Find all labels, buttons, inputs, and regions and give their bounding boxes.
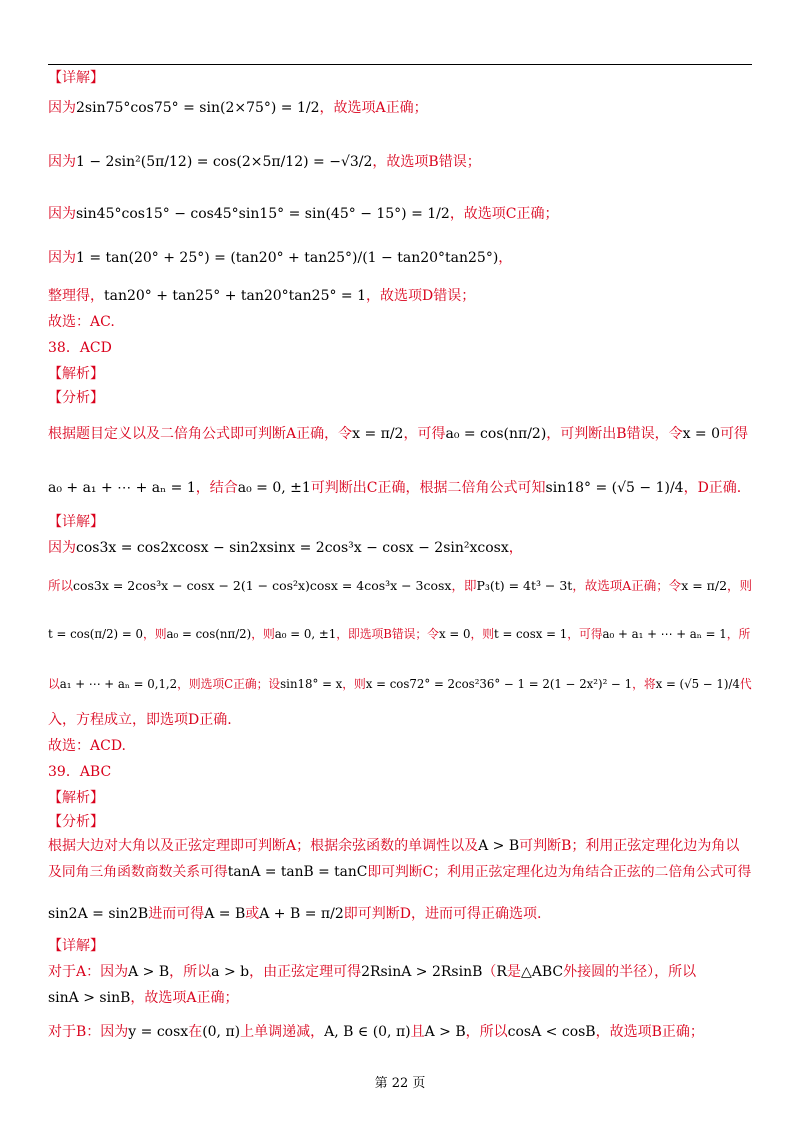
math-expression: x = 0 <box>438 627 471 641</box>
text-segment: ，则 <box>251 627 275 641</box>
text-segment: ，故选项D错误； <box>366 288 476 304</box>
text-line <box>48 674 752 694</box>
text-segment: 根据题目定义以及二倍角公式即可判断A正确，令 <box>48 426 353 442</box>
text-segment: 即可判断D，进而可得正确选项. <box>343 906 542 922</box>
math-expression: x = π/2 <box>681 578 728 593</box>
math-expression: tan20° + tan25° + tan20°tan25° = 1 <box>104 288 367 304</box>
text-segment: ，可得 <box>567 627 603 641</box>
text-segment: 在 <box>188 1024 203 1040</box>
math-expression: P₃(t) = 4t³ − 3t <box>476 578 573 593</box>
text-line <box>48 576 752 596</box>
text-segment: 39．ABC <box>48 764 112 780</box>
text-segment: 外接圆的半径），所以 <box>563 964 697 980</box>
math-expression: A, B ∈ (0, π) <box>324 1024 411 1040</box>
text-line <box>48 812 104 832</box>
text-segment: ，可判断出B错误，令 <box>546 426 683 442</box>
math-expression: a₀ + a₁ + ⋯ + aₙ = 1 <box>602 627 727 641</box>
text-segment: 以 <box>48 677 60 691</box>
text-line <box>48 904 541 924</box>
text-line <box>48 624 750 644</box>
math-expression: A > B <box>128 964 170 980</box>
text-line <box>48 364 104 384</box>
math-expression: x = cos72° = 2cos²36° − 1 = 2(1 − 2x²)² − 1 <box>365 677 633 691</box>
text-line <box>48 988 239 1008</box>
text-segment: ，所以 <box>169 964 212 980</box>
text-segment: 或 <box>245 906 260 922</box>
math-expression: x = (√5 − 1)/4 <box>655 677 740 691</box>
math-expression: a₀ + a₁ + ⋯ + aₙ = 1 <box>48 480 196 496</box>
text-segment: （ <box>482 964 497 980</box>
text-segment: 【解析】 <box>48 790 104 806</box>
math-expression: cosA < cosB <box>507 1024 596 1040</box>
math-expression: cos3x = cos2xcosx − sin2xsinx = 2cos³x − cosx − 2sin²xcosx <box>76 540 509 556</box>
math-expression: (0, π) <box>202 1024 241 1040</box>
text-segment: 可判断出C正确，根据二倍角公式可知 <box>310 480 546 496</box>
text-line <box>48 936 104 956</box>
text-segment: ，可得 <box>403 426 446 442</box>
text-line <box>48 788 104 808</box>
text-segment: 即可判断C；利用正弦定理化边为角结合正弦的二倍角公式可得 <box>367 864 752 880</box>
math-expression: sin2A = sin2B <box>48 906 149 922</box>
math-expression: y = cosx <box>128 1024 189 1040</box>
text-segment: 入，方程成立，即选项D正确. <box>48 712 232 728</box>
text-segment: 所以 <box>48 578 73 593</box>
math-expression: a₀ = cos(nπ/2) <box>166 627 252 641</box>
text-segment: 【分析】 <box>48 814 104 830</box>
text-segment: 根据大边对大角以及正弦定理即可判断A；根据余弦函数的单调性以及 <box>48 838 479 854</box>
text-segment: 可判断B；利用正弦定理化边为角以 <box>519 838 740 854</box>
text-segment: ，故选项A正确；令 <box>572 578 682 593</box>
text-segment: ，所 <box>726 627 751 641</box>
math-expression: R <box>496 964 507 980</box>
text-segment: 因为 <box>48 206 76 222</box>
text-segment: ，即 <box>451 578 477 593</box>
text-line <box>48 424 748 444</box>
text-segment: ，则 <box>470 627 494 641</box>
math-expression: a₀ = 0, ±1 <box>274 627 337 641</box>
math-expression: t = cos(π/2) = 0 <box>48 627 143 641</box>
page-number: 第 22 页 <box>374 1076 426 1091</box>
math-expression: a₀ = 0, ±1 <box>237 480 311 496</box>
text-segment: 是 <box>506 964 521 980</box>
text-line <box>48 1022 704 1042</box>
text-segment: 【解析】 <box>48 366 104 382</box>
text-line <box>48 710 232 730</box>
text-segment: ， <box>508 540 523 556</box>
text-line <box>48 862 751 882</box>
text-line <box>48 388 104 408</box>
text-line <box>48 68 104 88</box>
text-segment: 可得 <box>720 426 749 442</box>
text-line <box>48 204 559 224</box>
math-expression: tanA = tanB = tanC <box>227 864 368 880</box>
text-segment: ，故选项A正确； <box>319 100 428 116</box>
text-segment: 及同角三角函数商数关系可得 <box>48 864 228 880</box>
text-segment: 因为 <box>48 100 76 116</box>
text-segment: 故选：ACD. <box>48 738 126 754</box>
text-segment: ，所以 <box>465 1024 508 1040</box>
text-segment: ，将 <box>632 677 656 691</box>
text-segment: 代 <box>739 677 752 691</box>
math-expression: sin18° = x <box>280 677 343 691</box>
math-expression: A > B <box>424 1024 466 1040</box>
math-expression: cos3x = 2cos³x − cosx − 2(1 − cos²x)cosx = 4cos³x − 3cosx <box>72 578 452 593</box>
text-segment: 对于B：因为 <box>48 1024 129 1040</box>
math-expression: A + B = π/2 <box>259 906 344 922</box>
math-expression: 2RsinA > 2RsinB <box>361 964 483 980</box>
header-rule <box>48 64 752 65</box>
math-expression: t = cosx = 1 <box>493 627 568 641</box>
math-expression: △ABC <box>520 964 564 980</box>
text-line <box>48 98 428 118</box>
text-line <box>48 762 111 782</box>
text-segment: 上单调递减， <box>240 1024 325 1040</box>
math-expression: sin45°cos15° − cos45°sin15° = sin(45° − 15°) = 1/2 <box>76 206 450 222</box>
text-segment: 整理得， <box>48 288 104 304</box>
text-segment: ，则 <box>142 627 167 641</box>
text-segment: 故选：AC. <box>48 314 115 330</box>
math-expression: x = 0 <box>682 426 721 442</box>
math-expression: A > B <box>478 838 520 854</box>
math-expression: a > b <box>211 964 250 980</box>
text-segment: ，由正弦定理可得 <box>249 964 362 980</box>
text-segment: ，故选项A正确； <box>130 990 239 1006</box>
text-segment: 因为 <box>48 250 76 266</box>
text-segment: 【分析】 <box>48 390 104 406</box>
text-line <box>48 248 512 268</box>
text-segment: ，即选项B错误；令 <box>336 627 439 641</box>
text-segment: ， <box>498 250 513 266</box>
text-line <box>48 286 475 306</box>
math-expression: 1 = tan(20° + 25°) = (tan20° + tan25°)/(1 − tan20°tan25°) <box>76 250 499 266</box>
math-expression: 2sin75°cos75° = sin(2×75°) = 1/2 <box>76 100 320 116</box>
text-line <box>48 152 481 172</box>
text-line <box>48 538 523 558</box>
text-segment: 进而可得 <box>148 906 205 922</box>
text-segment: 【详解】 <box>48 938 104 954</box>
text-line <box>48 962 696 982</box>
math-expression: sinA > sinB <box>48 990 131 1006</box>
text-line <box>48 312 115 332</box>
math-expression: a₀ = cos(nπ/2) <box>445 426 547 442</box>
text-segment: ，则 <box>727 578 752 593</box>
text-segment: 且 <box>410 1024 425 1040</box>
text-segment: ，故选项B错误； <box>372 154 481 170</box>
text-line <box>48 736 126 756</box>
math-expression: A = B <box>204 906 246 922</box>
text-segment: 对于A：因为 <box>48 964 129 980</box>
text-line <box>48 338 112 358</box>
text-line <box>48 478 741 498</box>
text-segment: ，则选项C正确；设 <box>177 677 281 691</box>
math-expression: sin18° = (√5 − 1)/4 <box>545 480 684 496</box>
text-line <box>48 836 739 856</box>
math-expression: x = π/2 <box>352 426 404 442</box>
text-segment: 因为 <box>48 154 76 170</box>
text-segment: ，故选项C正确； <box>449 206 559 222</box>
text-segment: 【详解】 <box>48 514 104 530</box>
text-segment: ，故选项B正确； <box>595 1024 704 1040</box>
math-expression: a₁ + ⋯ + aₙ = 0,1,2 <box>59 677 178 691</box>
text-segment: 38．ACD <box>48 340 112 356</box>
text-segment: 因为 <box>48 540 76 556</box>
text-segment: ，D正确. <box>683 480 742 496</box>
text-segment: ，结合 <box>195 480 238 496</box>
text-line <box>48 512 104 532</box>
text-segment: ，则 <box>342 677 366 691</box>
text-segment: 【详解】 <box>48 70 104 86</box>
math-expression: 1 − 2sin²(5π/12) = cos(2×5π/12) = −√3/2 <box>76 154 373 170</box>
